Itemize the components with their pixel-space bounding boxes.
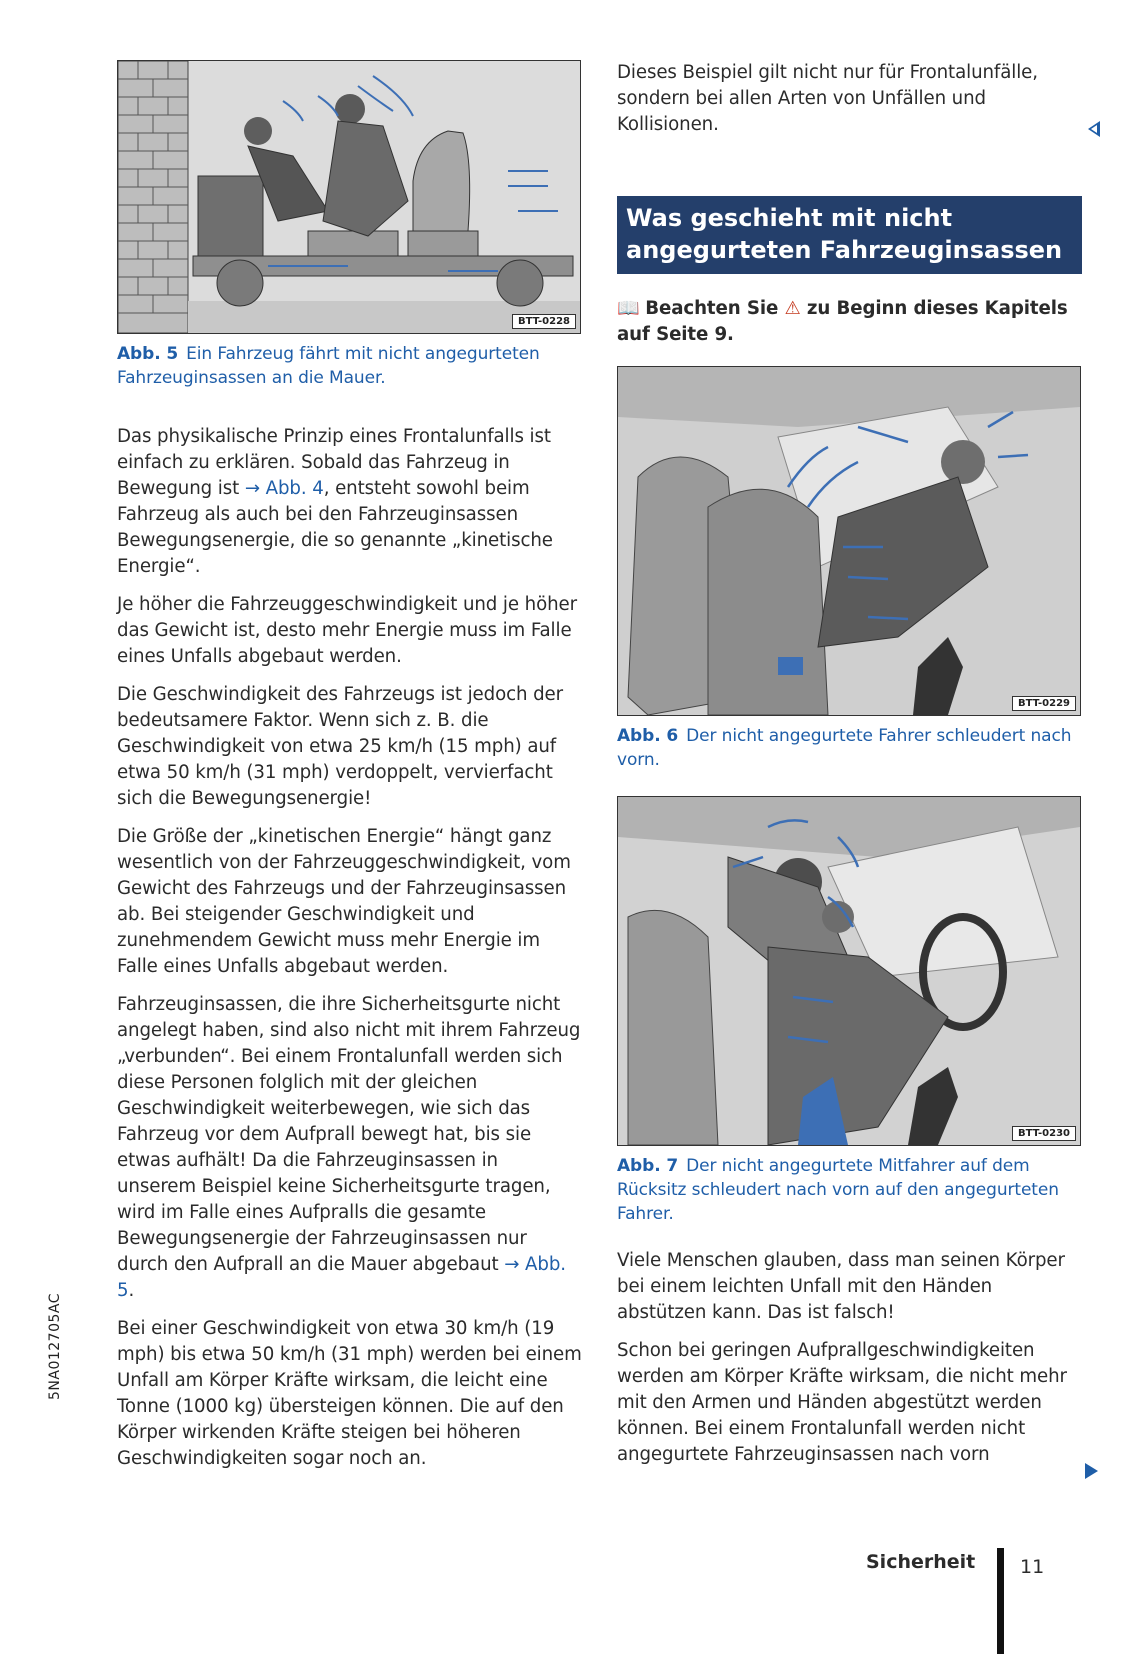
paragraph-forces: Bei einer Geschwindigkeit von etwa 30 km/h (19 mph) bis etwa 50 km/h (31 mph) werden bei einem Unfall am Körper Kräfte wirksam, die leicht eine Tonne (1000 kg) übersteigen können. Die auf den Körper wirkenden Kräfte steigen bei höheren Geschwindigkeiten sogar noch an. [117,1318,582,1469]
paragraph-text: Das physikalische Prinzip eines Frontalunfalls ist einfach zu erklären. Sobald das Fahrzeug in Bewegung ist [117,426,551,499]
continued-from-left-arrow-icon [1088,121,1100,137]
figure-6 [617,366,1081,716]
figure-id-label: BTT-0230 [1012,1126,1076,1141]
figure-6-caption [617,724,1082,772]
section-heading-line-2: angegurteten Fahrzeuginsassen [626,236,1063,264]
paragraph-kinetic-principle [117,424,582,580]
paragraph-hands-myth: Viele Menschen glauben, dass man seinen Körper bei einem leichten Unfall mit den Händen abstützen kann. Das ist falsch! [617,1250,1065,1323]
footer-section-title: Sicherheit [866,1551,976,1573]
figure-id-label: BTT-0229 [1012,696,1076,711]
paragraph-kinetic-size: Die Größe der „kinetischen Energie“ hängt ganz wesentlich von der Fahrzeuggeschwindigkeit, vom Gewicht des Fahrzeugs und der Fahrzeuginsassen ab. Bei steigender Geschwindigkeit und zunehmendem Gewicht muss mehr Energie im Falle eines Unfalls abgebaut werden. [117,826,571,977]
paragraph-text: , entsteht sowohl beim Fahrzeug als auch bei den Fahrzeuginsassen Bewegungsenergie, die so genannte „kinetische Energie“. [117,478,553,577]
paragraph-speed-weight: Je höher die Fahrzeuggeschwindigkeit und je höher das Gewicht ist, desto mehr Energie muss im Falle eines Unfalls abgebaut werden. [117,594,578,667]
right-column [617,60,1082,1480]
paragraph-text: Fahrzeuginsassen, die ihre Sicherheitsgurte nicht angelegt haben, sind also nicht mit ihrem Fahrzeug „verbunden“. Bei einem Frontalunfall werden sich diese Personen folglich mit der gleichen Geschwindigkeit weiterbewegen, wie sich das Fahrzeug vor dem Aufprall bewegt hat, bis sie etwas aufhält! Da die Fahrzeuginsassen in unserem Beispiel keine Sicherheitsgurte tragen, wird im Falle eines Aufpralls die gesamte Bewegungsenergie der Fahrzeuginsassen nur durch den Aufprall an die Mauer abgebaut [117,994,581,1275]
note-text: Beachten Sie [645,298,779,319]
paragraph-speed-factor: Die Geschwindigkeit des Fahrzeugs ist jedoch der bedeutsamere Faktor. Wenn sich z. B. die Geschwindigkeit von etwa 25 km/h (15 mph) auf etwa 50 km/h (31 mph) verdoppelt, vervierfacht sich die Bewegungsenergie! [117,684,564,809]
paragraph-intro: Dieses Beispiel gilt nicht nur für Frontalunfälle, sondern bei allen Arten von Unfällen und Kollisionen. [617,62,1038,135]
figure-7 [617,796,1081,1146]
figure-5-number: Abb. 5 [117,344,179,364]
figure-4-link[interactable]: → Abb. 4 [244,478,324,499]
figure-id-label: BTT-0228 [512,314,576,329]
figure-5-caption-text: Ein Fahrzeug fährt mit nicht angegurteten Fahrzeuginsassen an die Mauer. [117,344,540,388]
illustration-driver-thrown-forward [618,367,1080,715]
figure-6-caption-text: Der nicht angegurtete Fahrer schleudert nach vorn. [617,726,1072,770]
figure-7-caption [617,1154,1082,1226]
book-icon: 📖 [617,298,640,319]
paragraph-text: . [128,1280,135,1301]
section-heading-line-1: Was geschieht mit nicht [626,204,953,232]
footer-divider [997,1548,1004,1654]
figure-6-number: Abb. 6 [617,726,679,746]
left-column [117,60,582,1484]
continued-next-page-arrow-icon [1085,1463,1098,1479]
document-code: 5NA012705AC [47,1292,63,1400]
section-heading [617,196,1082,274]
figure-7-caption-text: Der nicht angegurtete Mitfahrer auf dem Rücksitz schleudert nach vorn auf den angegurteten Fahrer. [617,1156,1059,1224]
figure-5-caption [117,342,582,390]
note-reference [617,296,1082,348]
paragraph-unbelted-occupants [117,992,582,1304]
illustration-wall-crash [118,61,580,333]
figure-5 [117,60,581,334]
page-number: 11 [1020,1556,1045,1578]
paragraph-low-speed-forces: Schon bei geringen Aufprallgeschwindigkeiten werden am Körper Kräfte wirksam, die nicht mehr mit den Armen und Händen abgestützt werden können. Bei einem Frontalunfall werden nicht angegurtete Fahrzeuginsassen nach vorn [617,1340,1067,1465]
illustration-rear-passenger-thrown [618,797,1080,1145]
warning-icon: ⚠ [784,298,801,319]
note-text: zu Beginn dieses Kapitels auf Seite 9. [617,298,1068,345]
figure-5-link[interactable]: → Abb. 5 [117,1254,566,1301]
figure-7-number: Abb. 7 [617,1156,679,1176]
